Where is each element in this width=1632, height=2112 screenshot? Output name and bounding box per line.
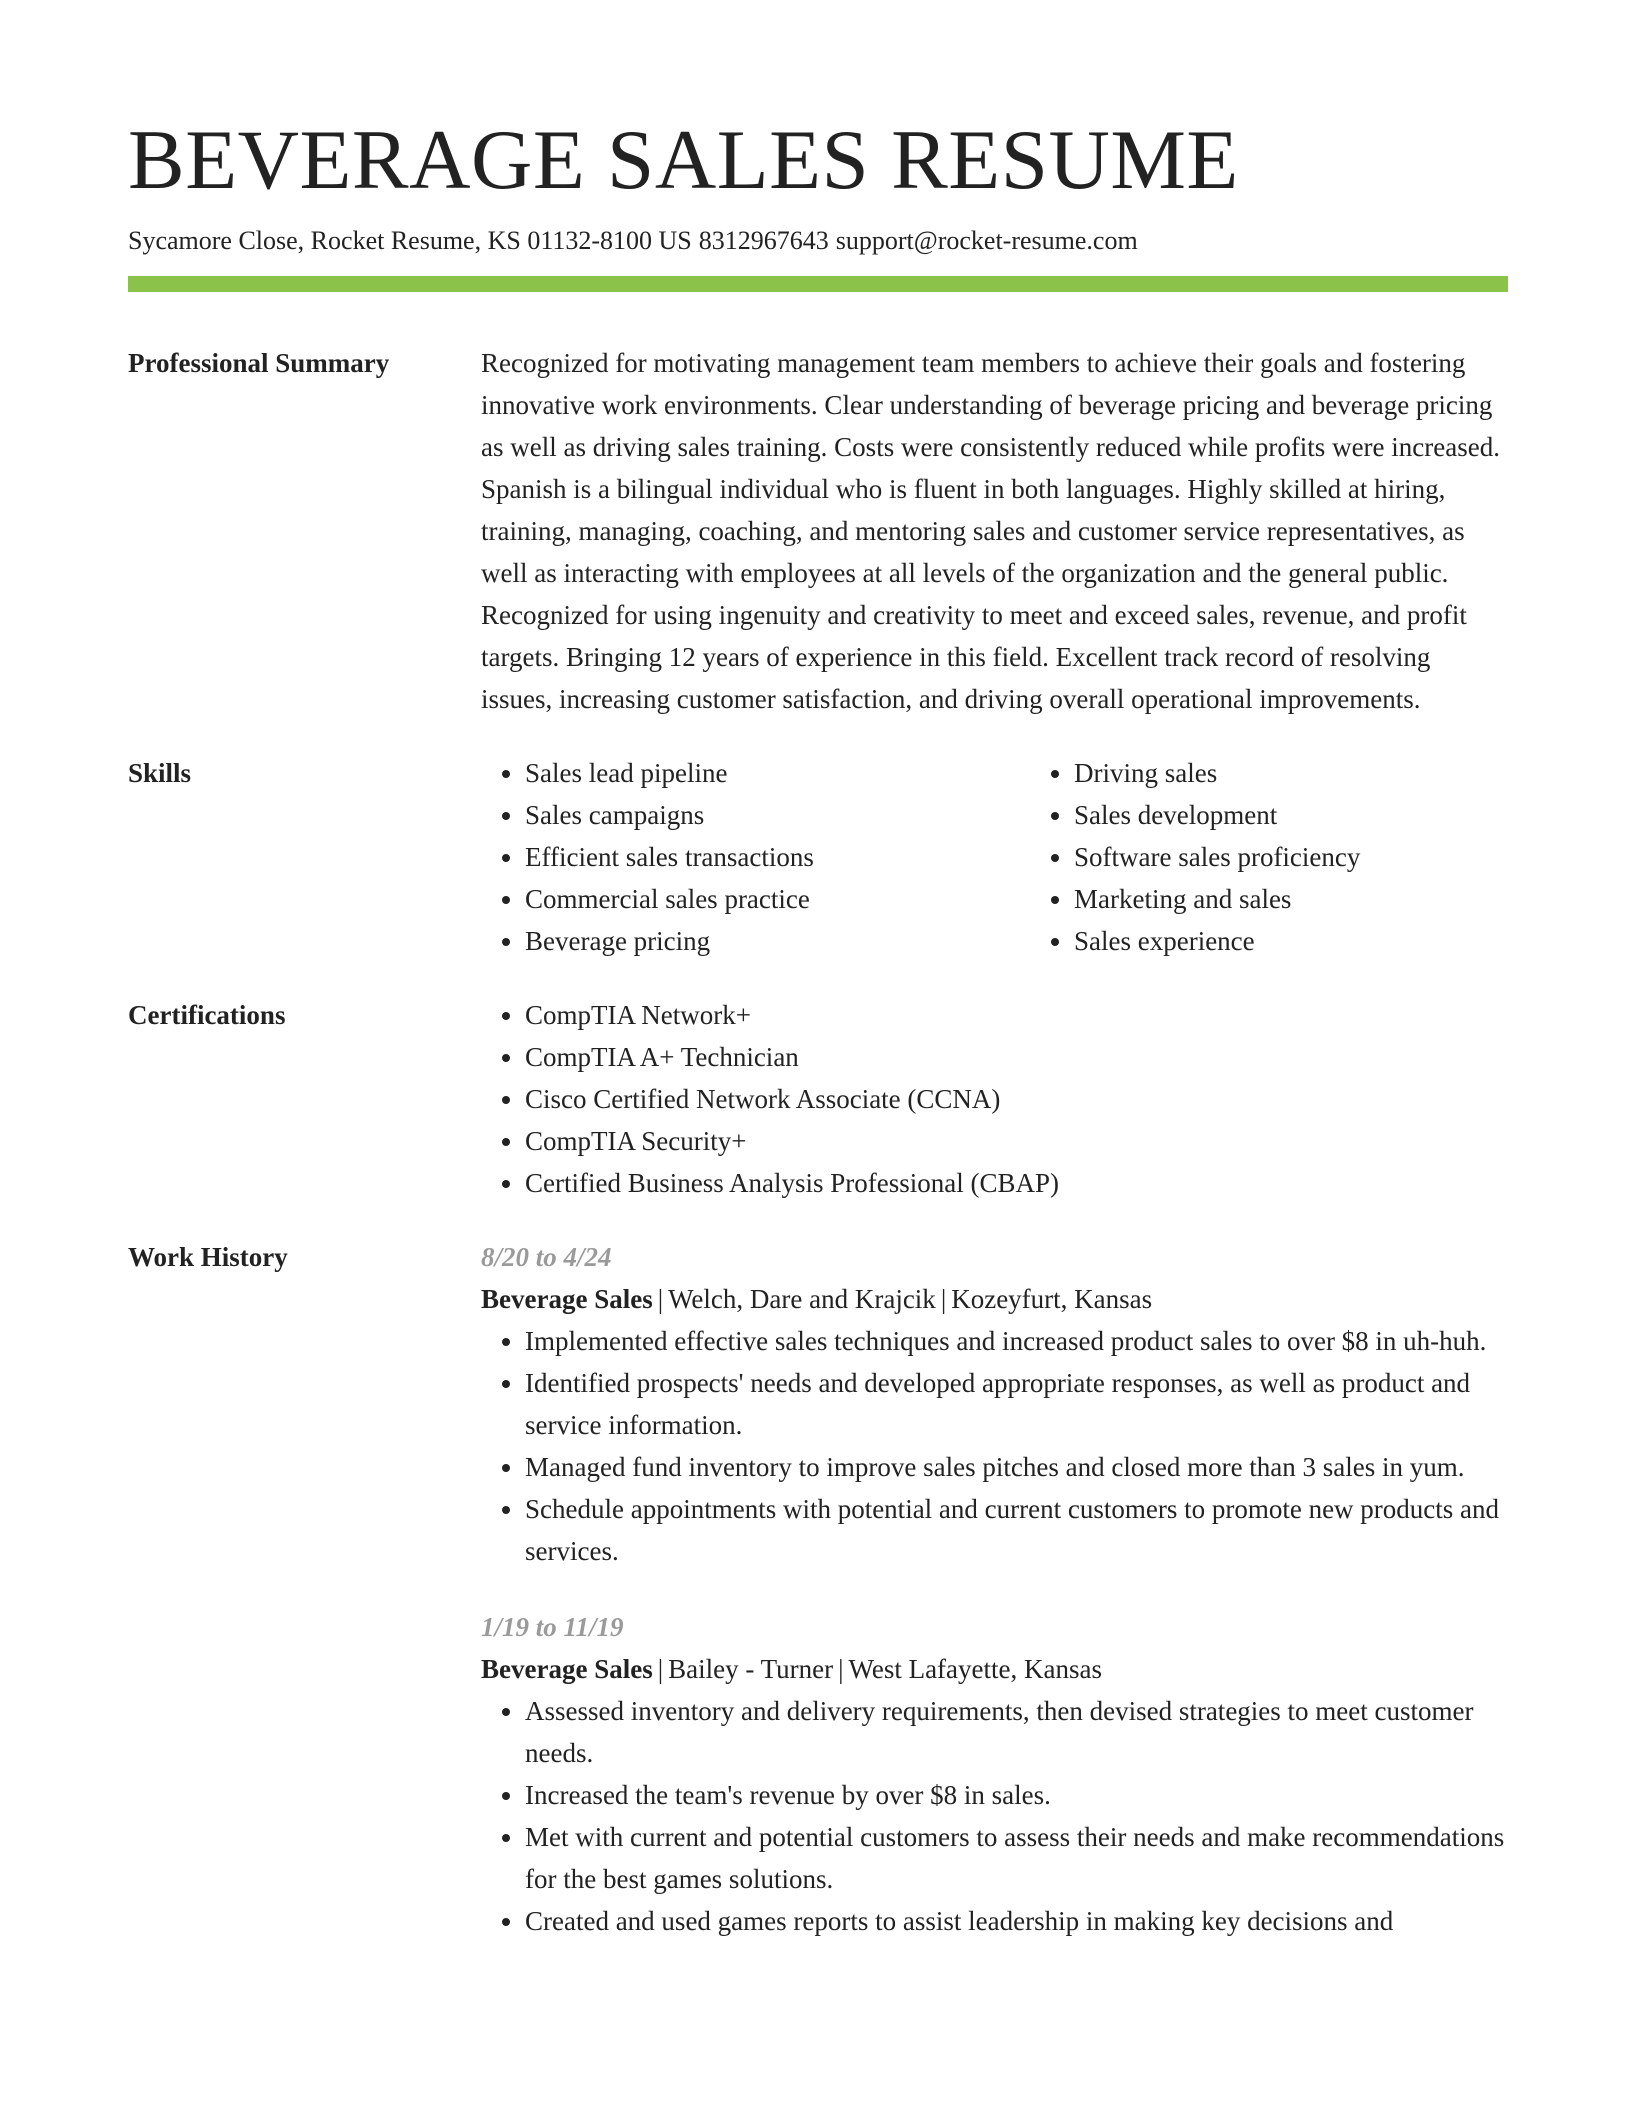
certifications-body: [481, 994, 1508, 1204]
contact-email: support@rocket-resume.com: [835, 226, 1138, 255]
skills-list-left: [481, 752, 1030, 962]
summary-text: Recognized for motivating management team members to achieve their goals and fostering innovative work environments. Clear understanding of beverage pricing and beverage pricing as well as driving sales training. Costs were consistently reduced while profits were increased. Spanish is a bilingual individual who is fluent in both languages. Highly skilled at hiring, training, managing, coaching, and mentoring sales and customer service representatives, as well as interacting with employees at all levels of the organization and the general public. Recognized for using ingenuity and creativity to meet and exceed sales, revenue, and profit targets. Bringing 12 years of experience in this field. Excellent track record of resolving issues, increasing customer satisfaction, and driving overall operational improvements.: [481, 348, 1500, 715]
list-item: • Software sales proficiency: [1074, 836, 1360, 878]
skills-section: [128, 752, 1508, 962]
contact-phone: 8312967643: [698, 226, 829, 255]
job-bullets: [481, 1690, 1508, 1942]
list-item: • Driving sales: [1074, 752, 1360, 794]
list-item: • Sales experience: [1074, 920, 1360, 962]
certifications-list: [481, 994, 1508, 1204]
skills-list-right: [1030, 752, 1360, 962]
section-title: Work History: [128, 1242, 288, 1273]
contact-line: [128, 225, 1508, 256]
skills-columns: [481, 752, 1508, 962]
work-history-body: [481, 1236, 1508, 1942]
job-header: Beverage Sales | Welch, Dare and Krajcik | Kozeyfurt, Kansas: [481, 1284, 1153, 1315]
list-item: • Sales development: [1074, 794, 1360, 836]
header-divider: [128, 276, 1508, 292]
list-item: • Certified Business Analysis Professional (CBAP): [525, 1162, 1508, 1204]
list-item: • Beverage pricing: [525, 920, 1030, 962]
list-item: • Schedule appointments with potential and current customers to promote new products and services.: [525, 1488, 1508, 1572]
list-item: • CompTIA Security+: [525, 1120, 1508, 1162]
job-title: Beverage Sales: [481, 1654, 653, 1685]
section-title: Certifications: [128, 1000, 286, 1031]
job-dates: 8/20 to 4/24: [481, 1242, 612, 1273]
list-item: • Commercial sales practice: [525, 878, 1030, 920]
section-title: Skills: [128, 758, 192, 789]
list-item: • Created and used games reports to assist leadership in making key decisions and: [525, 1900, 1508, 1942]
list-item: • Met with current and potential customers to assess their needs and make recommendations for the best games solutions.: [525, 1816, 1508, 1900]
list-item: • CompTIA A+ Technician: [525, 1036, 1508, 1078]
resume-title: BEVERAGE SALES RESUME: [128, 113, 1239, 207]
list-item: • Assessed inventory and delivery requirements, then devised strategies to meet customer needs.: [525, 1690, 1508, 1774]
summary-section: [128, 342, 1508, 720]
job-bullets: [481, 1320, 1508, 1572]
list-item: • CompTIA Network+: [525, 994, 1508, 1036]
job-entry: [481, 1606, 1508, 1942]
job-entry: [481, 1236, 1508, 1572]
resume-page: [128, 113, 1508, 1942]
list-item: • Efficient sales transactions: [525, 836, 1030, 878]
job-header: Beverage Sales | Bailey - Turner | West Lafayette, Kansas: [481, 1654, 1102, 1685]
list-item: • Managed fund inventory to improve sales pitches and closed more than 3 sales in yum.: [525, 1446, 1508, 1488]
job-company: Welch, Dare and Krajcik: [668, 1284, 936, 1315]
job-title: Beverage Sales: [481, 1284, 653, 1315]
list-item: • Sales lead pipeline: [525, 752, 1030, 794]
job-company: Bailey - Turner: [668, 1654, 834, 1685]
work-history-section: [128, 1236, 1508, 1942]
list-item: • Implemented effective sales techniques and increased product sales to over $8 in uh-huh.: [525, 1320, 1508, 1362]
list-item: • Increased the team's revenue by over $8 in sales.: [525, 1774, 1508, 1816]
list-item: • Sales campaigns: [525, 794, 1030, 836]
job-dates: 1/19 to 11/19: [481, 1612, 624, 1643]
contact-address: Sycamore Close, Rocket Resume, KS 01132-8100 US: [128, 226, 692, 255]
section-title: Professional Summary: [128, 348, 390, 379]
job-location: West Lafayette, Kansas: [848, 1654, 1102, 1685]
job-location: Kozeyfurt, Kansas: [951, 1284, 1153, 1315]
list-item: • Cisco Certified Network Associate (CCNA): [525, 1078, 1508, 1120]
list-item: • Marketing and sales: [1074, 878, 1360, 920]
certifications-section: [128, 994, 1508, 1204]
list-item: • Identified prospects' needs and developed appropriate responses, as well as product and service information.: [525, 1362, 1508, 1446]
